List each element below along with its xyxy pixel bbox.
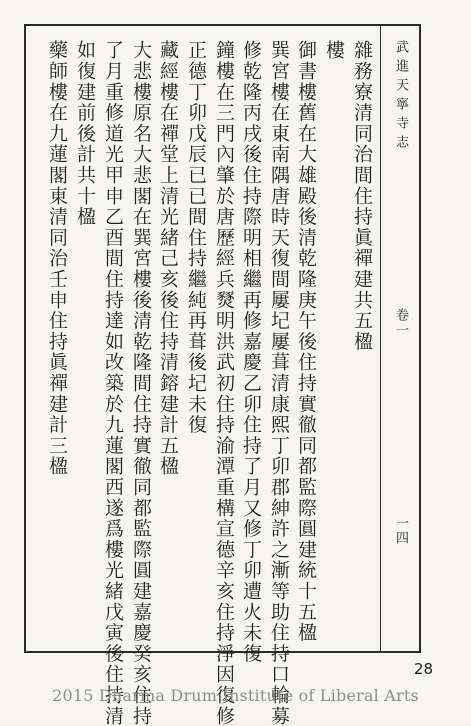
text-line-1: 雜務寮清同治間住持眞禪建共五楹 — [351, 40, 373, 352]
book-title: 武進天寧寺志 — [393, 40, 408, 154]
text-line-12: 藥師樓在九蓮閣東清同治壬申住持眞禪建計三楹 — [46, 40, 68, 477]
page-number-chinese: 一四 — [393, 516, 408, 546]
text-line-2: 樓 — [323, 40, 345, 61]
volume-label: 卷一 — [393, 308, 408, 338]
text-line-7: 正德丁卯戊辰已已間住持繼純再葺後圮未復 — [185, 40, 207, 436]
margin-column — [380, 26, 419, 651]
text-line-6: 鐘樓在三門內肇於唐歷經兵燹明洪武初住持渝潭重構宣德辛亥住持淨因復修 — [213, 40, 235, 726]
text-line-11: 如復建前後計共十楹 — [74, 40, 96, 228]
text-line-10: 了月重修道光甲申乙酉間住持達如改築於九蓮閣西遂爲樓光緒戊寅後住持清 — [102, 40, 124, 726]
text-line-9: 大悲樓原名大悲閣在巽宮樓後清乾隆間住持實徹同都監際圓建嘉慶癸亥住持 — [130, 40, 152, 726]
text-line-3: 御書樓舊在大雄殿後清乾隆庚午後住持實徹同都監際圓建統十五楹 — [295, 40, 317, 644]
footer-watermark: 2015 Dharma Drum Institute of Liberal Arts — [52, 686, 419, 705]
folio-number: 28 — [414, 660, 434, 678]
text-line-5: 修乾隆丙戌後住持際明相繼再修嘉慶乙卯住持了月又修丁卯遭火未復 — [240, 40, 262, 664]
text-line-8: 藏經樓在禪堂上清光緒己亥後住持清鎔建計五楹 — [157, 40, 179, 477]
text-line-4: 巽宮樓在東南隅唐時天復間屢圮屢葺清康熙丁卯郡紳許之漸等助住持口輪募 — [268, 40, 290, 726]
